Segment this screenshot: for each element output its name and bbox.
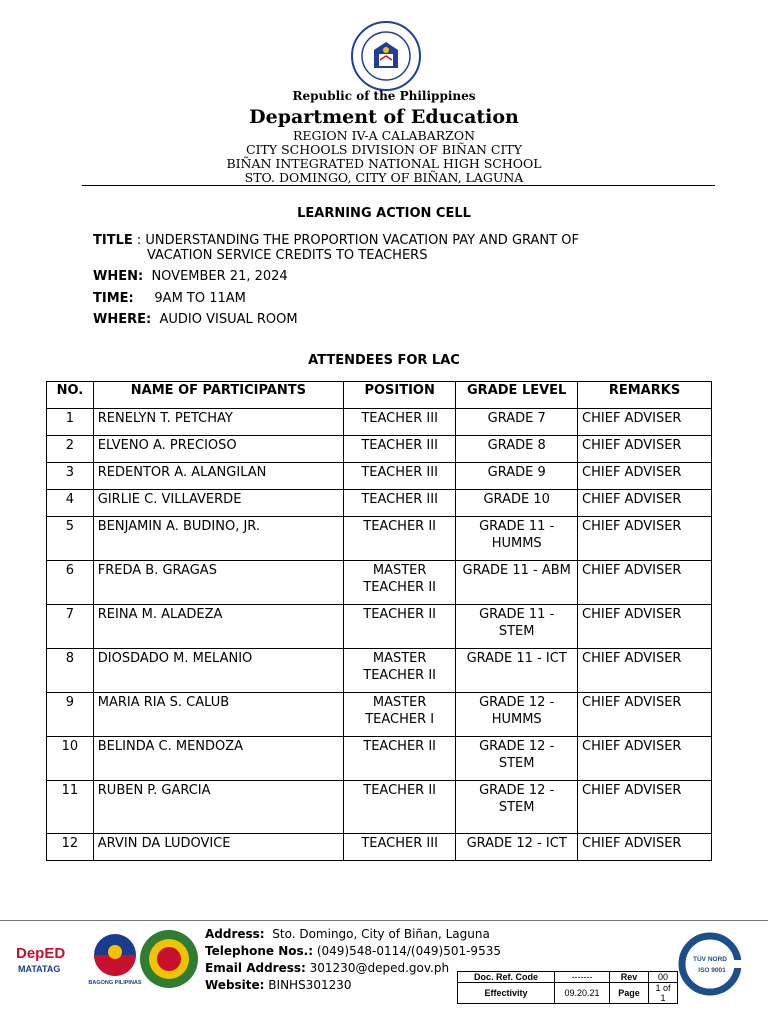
address-value: Sto. Domingo, City of Biñan, Laguna (272, 927, 490, 941)
grade-level: GRADE 12 - HUMMS (456, 693, 578, 737)
grade-level: GRADE 11 - ABM (456, 561, 578, 605)
row-number: 3 (47, 463, 94, 490)
grade-level: GRADE 8 (456, 436, 578, 463)
doc-ref-label: Doc. Ref. Code (458, 972, 555, 983)
participant-name: FREDA B. GRAGAS (93, 561, 343, 605)
when-row (93, 269, 288, 284)
row-number: 9 (47, 693, 94, 737)
participant-name: BENJAMIN A. BUDINO, JR. (93, 517, 343, 561)
row-number: 8 (47, 649, 94, 693)
table-row (47, 517, 712, 561)
table-row (47, 693, 712, 737)
participant-name: MARIA RIA S. CALUB (93, 693, 343, 737)
time-label: TIME: (93, 291, 134, 306)
school-line: BIÑAN INTEGRATED NATIONAL HIGH SCHOOL (226, 156, 542, 171)
header-no: NO. (47, 382, 94, 409)
grade-level: GRADE 12 - STEM (456, 781, 578, 834)
participant-name: GIRLIE C. VILLAVERDE (93, 490, 343, 517)
table-row (47, 436, 712, 463)
rev-label: Rev (610, 972, 649, 983)
row-number: 7 (47, 605, 94, 649)
title-value-line2: VACATION SERVICE CREDITS TO TEACHERS (147, 248, 428, 263)
position: TEACHER II (343, 605, 455, 649)
grade-level: GRADE 12 - STEM (456, 737, 578, 781)
page-value: 1 of 1 (649, 983, 678, 1004)
grade-level: GRADE 9 (456, 463, 578, 490)
effectivity-value: 09.20.21 (555, 983, 610, 1004)
participant-name: RUBEN P. GARCIA (93, 781, 343, 834)
time-value: 9AM TO 11AM (154, 291, 246, 306)
header-name: NAME OF PARTICIPANTS (93, 382, 343, 409)
title-value-line1: UNDERSTANDING THE PROPORTION VACATION PAY AND GRANT OF (145, 233, 579, 248)
website-value: BINHS301230 (268, 978, 352, 992)
row-number: 12 (47, 834, 94, 861)
position: TEACHER II (343, 517, 455, 561)
grade-level: GRADE 11 - STEM (456, 605, 578, 649)
effectivity-label: Effectivity (458, 983, 555, 1004)
row-number: 1 (47, 409, 94, 436)
position: MASTER TEACHER II (343, 649, 455, 693)
region-line: REGION IV-A CALABARZON (292, 128, 476, 143)
remarks: CHIEF ADVISER (578, 737, 712, 781)
remarks: CHIEF ADVISER (578, 781, 712, 834)
grade-level: GRADE 11 - ICT (456, 649, 578, 693)
remarks: CHIEF ADVISER (578, 409, 712, 436)
position: TEACHER III (343, 409, 455, 436)
position: TEACHER III (343, 436, 455, 463)
division-line: CITY SCHOOLS DIVISION OF BIÑAN CITY (246, 142, 522, 157)
where-value: AUDIO VISUAL ROOM (159, 312, 298, 327)
table-row (47, 605, 712, 649)
table-row (47, 649, 712, 693)
phone-value: (049)548-0114/(049)501-9535 (316, 944, 501, 958)
remarks: CHIEF ADVISER (578, 561, 712, 605)
deped-matatag-logo (16, 945, 65, 974)
participant-name: ARVIN DA LUDOVICE (93, 834, 343, 861)
header-position: POSITION (343, 382, 455, 409)
tuv-text: TÜV NORD (693, 956, 727, 963)
website-label: Website: (205, 978, 265, 992)
participant-name: BELINDA C. MENDOZA (93, 737, 343, 781)
remarks: CHIEF ADVISER (578, 834, 712, 861)
tuv-iso-badge (678, 932, 742, 1000)
email-label: Email Address: (205, 961, 306, 975)
position: MASTER TEACHER I (343, 693, 455, 737)
republic-line: Republic of the Philippines (292, 89, 476, 103)
remarks: CHIEF ADVISER (578, 436, 712, 463)
position: MASTER TEACHER II (343, 561, 455, 605)
school-address-line: STO. DOMINGO, CITY OF BIÑAN, LAGUNA (244, 170, 524, 185)
remarks: CHIEF ADVISER (578, 693, 712, 737)
deped-logo-text: DepED (16, 945, 66, 962)
participant-name: DIOSDADO M. MELANIO (93, 649, 343, 693)
header-remarks: REMARKS (578, 382, 712, 409)
grade-level: GRADE 11 - HUMMS (456, 517, 578, 561)
participant-name: REDENTOR A. ALANGILAN (93, 463, 343, 490)
row-number: 4 (47, 490, 94, 517)
remarks: CHIEF ADVISER (578, 463, 712, 490)
footer-divider (0, 920, 768, 921)
remarks: CHIEF ADVISER (578, 490, 712, 517)
table-row (47, 561, 712, 605)
remarks: CHIEF ADVISER (578, 649, 712, 693)
row-number: 6 (47, 561, 94, 605)
position: TEACHER II (343, 781, 455, 834)
attendees-table (46, 381, 712, 861)
page-label: Page (610, 983, 649, 1004)
position: TEACHER III (343, 463, 455, 490)
title-label: TITLE (93, 233, 133, 248)
bagong-pilipinas-logo (88, 934, 142, 986)
remarks: CHIEF ADVISER (578, 605, 712, 649)
table-row (47, 781, 712, 834)
doc-ref-value: ------- (555, 972, 610, 983)
grade-level: GRADE 7 (456, 409, 578, 436)
iso-text: ISO 9001 (698, 967, 726, 974)
title-row: TITLE : UNDERSTANDING THE PROPORTION VACATION PAY AND GRANT OF (93, 233, 579, 248)
grade-level: GRADE 10 (456, 490, 578, 517)
participant-name: REINA M. ALADEZA (93, 605, 343, 649)
matatag-text: MATATAG (18, 964, 61, 974)
remarks: CHIEF ADVISER (578, 517, 712, 561)
footer-logos (12, 928, 202, 994)
header-divider (82, 185, 715, 186)
address-label: Address: (205, 927, 265, 941)
row-number: 5 (47, 517, 94, 561)
department-title: Department of Education (249, 106, 519, 128)
row-number: 11 (47, 781, 94, 834)
email-value: 301230@deped.gov.ph (309, 961, 450, 975)
where-row (93, 312, 298, 327)
time-row (93, 291, 246, 306)
header-grade-level: GRADE LEVEL (456, 382, 578, 409)
participant-name: RENELYN T. PETCHAY (93, 409, 343, 436)
table-row (47, 463, 712, 490)
table-header-row (47, 382, 712, 409)
where-label: WHERE: (93, 312, 152, 327)
row-number: 2 (47, 436, 94, 463)
when-value: NOVEMBER 21, 2024 (151, 269, 288, 284)
doc-ref-table (457, 971, 678, 1004)
participant-name: ELVENO A. PRECIOSO (93, 436, 343, 463)
table-row (47, 834, 712, 861)
lac-title: LEARNING ACTION CELL (297, 206, 471, 221)
phone-label: Telephone Nos.: (205, 944, 314, 958)
table-row (47, 737, 712, 781)
position: TEACHER III (343, 490, 455, 517)
school-seal-icon (140, 930, 198, 988)
grade-level: GRADE 12 - ICT (456, 834, 578, 861)
attendees-title: ATTENDEES FOR LAC (308, 353, 460, 368)
position: TEACHER III (343, 834, 455, 861)
bagong-pilipinas-text: BAGONG PILIPINAS (88, 980, 142, 986)
when-label: WHEN: (93, 269, 144, 284)
rev-value: 00 (649, 972, 678, 983)
table-row (47, 490, 712, 517)
row-number: 10 (47, 737, 94, 781)
table-row (47, 409, 712, 436)
position: TEACHER II (343, 737, 455, 781)
deped-seal-icon (350, 20, 422, 92)
